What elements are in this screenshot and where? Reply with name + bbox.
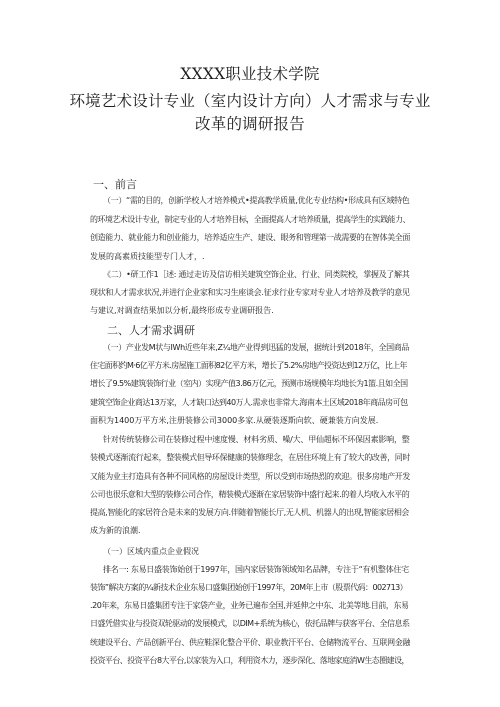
document-title-main: 环境艺术设计专业（室内设计方向）人才需求与专业 xyxy=(69,92,431,110)
paragraph-line: 的环境艺术设计专业，制定专业的人才培养目标，全面提高人才培养质量，提高学生的实践能力、 xyxy=(90,215,410,224)
paragraph-line: 住宅面积约M·6亿平方米.房屋施工面积82亿平方米，增长了5.2%房地产投资达到12万亿，比上年 xyxy=(90,361,407,370)
paragraph-line: 装饰”解决方案的¼新技术企业东易口盛集团始创于1997年，20M年上市（股票代码：002713） xyxy=(90,583,408,592)
paragraph-line: 投资平台、投资平台8大平台,以家装为入口，利用资木力，逐步深化、落地家庭消W生态圈建设， xyxy=(90,656,409,665)
section-heading-talent-demand: 二、人才需求调研 xyxy=(107,324,195,337)
paragraph-line: 排名一: 东易日盛装饰始创于1997年，国内家居装饰领域知名品牌，专注于“有机整体住宅 xyxy=(103,565,409,574)
paragraph-line: 日盛凭借实业与投资双轮驱动的发展模式，以DIM+系统为核心，依托品牌与获客平台、全信息系 xyxy=(90,619,410,628)
paragraph-line: 增长了9.5%建筑装饰行业（室内）实现产值3.86万亿元，预测市场规模年均地长为1篮.且如全国 xyxy=(90,379,408,388)
paragraph-line: 提高,智能化的家居符合是未来的发展方向.伴随着智能长厅,无人机、机器人的出现,智能家居相会 xyxy=(90,508,409,517)
paragraph-line: 创造能力、就业能力和创业能力，培养适应生产、建设、眼务和管理第一战需要的在智体美全面 xyxy=(90,233,410,242)
paragraph-line: 成为新的浪潮. xyxy=(90,526,141,535)
paragraph-line: 建筑空饰企业商达13万家，人才缺口达到40万人.需求也非常大.海南本土区域2018年商品房可包 xyxy=(90,398,408,407)
paragraph-line: 统建设平台、产品创新平台、供应鞋深化整合平价、职业教汗平台、仓储物流平台、互联网金融 xyxy=(90,638,410,647)
paragraph-line: 面积为1400万平方米,注册装修公司3000多家.从硬装逐斯向软、硬兼装方向发展. xyxy=(90,416,379,425)
paragraph-line: 与建议,对调查结果加以分析,最终形成专业调研报告. xyxy=(90,306,274,315)
paragraph-line: 公司也很乐意和大型的装修公司合作，精装模式逐渐在家居装饰中盛行起来.的着人均收入水平的 xyxy=(90,490,410,499)
document-title-sub: 改革的调研报告 xyxy=(195,115,305,133)
section-heading-preface: 一、前言 xyxy=(93,178,137,191)
paragraph-line: 现状和人才需求状况,并进行企业家和实习生座谈会.征求行业专家对专业人才培养及教学的意见 xyxy=(90,288,410,297)
paragraph-line: 针对传统装修公司在装修过程中速度慢、材料劣质、噪/大、甲仙超标不环保因素影响，整 xyxy=(103,435,410,444)
document-title-school: XXXX职业技术学院 xyxy=(180,65,320,83)
paragraph-line: （一）产业发M状与IWh近些年来,Z¼地产业得到迅猛的发展，据统计到2018年，全国商品 xyxy=(103,343,409,352)
paragraph-line: （一）“需的目的，创新学校人才培养模式•提高教学质量,优化专业结构•形成具有区域特色 xyxy=(103,196,410,205)
paragraph-line: 发展的高素质技能型专门人才，. xyxy=(90,252,205,261)
paragraph-line: .20年来，东易日盛集团专注于家袋产业，业务已遍布全国,并延伸之中东、北美等地.目前，东易 xyxy=(90,601,409,610)
paragraph-line: 装模式逐渐流行起来，整装模式但导环保健康的装修理念，在居住环境上有了较大的改善，同时 xyxy=(90,453,410,462)
paragraph-line: 《二）•研工作1［述: 通过走访及信访相关建筑空饰企业、行业、同类院校，掌握及了解其 xyxy=(103,270,410,279)
paragraph-line: 又能为业主打造具有各种不同风格的房屋设计类型，所以受到市场热烈的欢迎。很多房地产开发 xyxy=(90,472,410,481)
subsection-heading-key-enterprises: （一）区域内重点企业假况 xyxy=(103,547,199,556)
